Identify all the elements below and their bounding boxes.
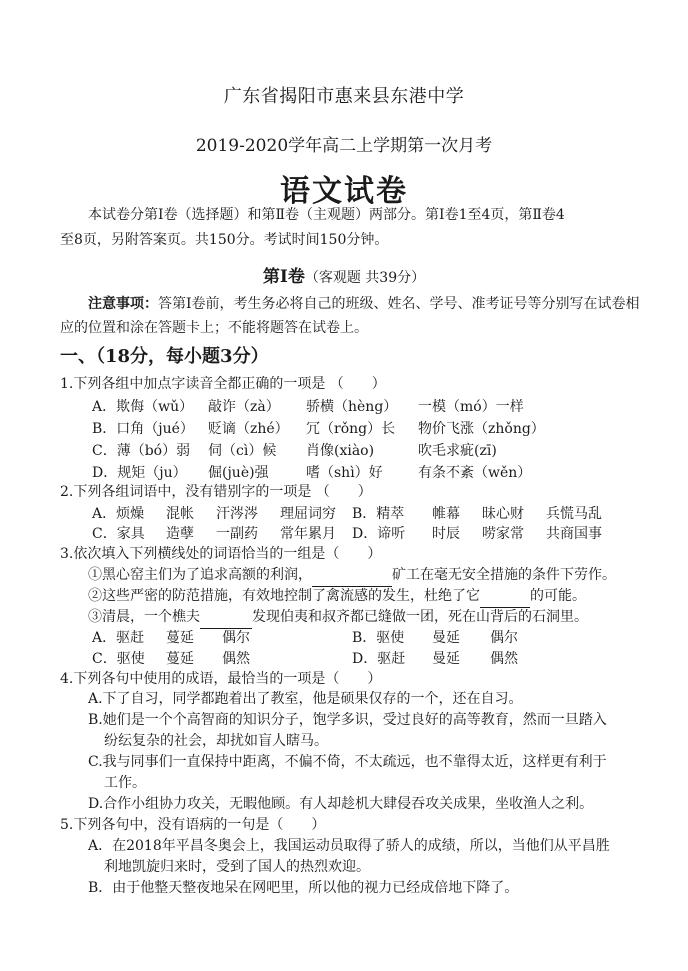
q2-option-d-2: 时辰 xyxy=(432,526,460,542)
q4-option-c-line-2: 工作。 xyxy=(104,775,146,791)
volume-heading xyxy=(0,262,688,287)
q3-option-b-3: 偶尔 xyxy=(490,630,518,646)
q3-option-d-3: 偶然 xyxy=(490,651,518,667)
q1-option-b-2: 贬谪（zhé） xyxy=(208,421,289,437)
exam-term: 2019-2020学年高二上学期第一次月考 xyxy=(195,136,493,156)
q4-option-b-line-2: 纷纭复杂的社会，却扰如盲人瞎马。 xyxy=(104,733,328,749)
q3-sentence-3 xyxy=(88,606,588,629)
paper-title: 语文试卷 xyxy=(280,174,408,209)
q2-option-b-1: B．精萃 xyxy=(352,506,405,522)
q1-option-b-3: 冗（rǒng）长 xyxy=(306,421,396,437)
notice-text: 答第Ⅰ卷前，考生务必将自己的班级、姓名、学号、准考证号等分别写在试卷相应的位置和涂在答题卡上；不能将题答在试卷上。 xyxy=(60,296,640,336)
q3-option-a-2: 蔓延 xyxy=(166,630,194,646)
intro-paragraph xyxy=(60,203,640,253)
q2-option-c-1: C．家具 xyxy=(92,526,145,542)
q3-option-c-2: 蔓延 xyxy=(166,651,194,667)
q3-stem: 3.依次填入下列横线处的词语恰当的一组是（ ） xyxy=(60,546,382,562)
q1-option-d-1: D．规矩（ju） xyxy=(92,465,187,481)
q5-stem: 5.下列各句中，没有语病的一句是（ ） xyxy=(60,817,326,833)
q3-blank-1 xyxy=(312,564,392,587)
q1-option-d-2: 倔(juè)强 xyxy=(208,465,269,481)
q2-option-d-1: D．谛听 xyxy=(352,526,406,542)
q3-sentence-1-part-b: 矿工在毫无安全措施的条件下劳作。 xyxy=(392,567,616,583)
q3-sentence-2-part-a: ②这些严密的防范措施，有效地控制了禽流感的发生，杜绝了它 xyxy=(88,588,480,604)
q1-option-b-4: 物价飞涨（zhǒng） xyxy=(418,421,545,437)
q1-option-c-2: 伺（cì）候 xyxy=(208,443,277,459)
q3-option-c-1: C．驱使 xyxy=(92,651,145,667)
q1-option-a-4: 一模（mó）一样 xyxy=(418,399,524,415)
q3-option-b-1: B．驱使 xyxy=(352,630,405,646)
q5-option-a-line-1: A．在2018年平昌冬奥会上，我国运动员取得了骄人的成绩，所以，当他们从平昌胜 xyxy=(88,838,610,854)
q3-option-a-3: 偶尔 xyxy=(222,630,250,646)
school-name: 广东省揭阳市惠来县东港中学 xyxy=(223,86,465,107)
notice-label: 注意事项： xyxy=(88,296,158,312)
q2-option-a-2: 混帐 xyxy=(166,506,194,522)
volume-subtitle: （客观题 共39分） xyxy=(304,270,426,286)
q1-option-c-1: C．薄（bó）弱 xyxy=(92,443,191,459)
q2-stem: 2.下列各组词语中，没有错别字的一项是 （ ） xyxy=(60,484,372,500)
q2-option-d-4: 共商国事 xyxy=(546,526,602,542)
q1-option-a-3: 骄横（hèng） xyxy=(306,399,398,415)
q3-blank-3 xyxy=(200,606,252,629)
q3-sentence-1-part-a: ①黑心窑主们为了追求高额的利润， xyxy=(88,567,312,583)
q2-option-a-1: A．烦燥 xyxy=(92,506,145,522)
q1-option-b-1: B．口角（jué） xyxy=(92,421,194,437)
q2-option-c-2: 造孽 xyxy=(166,526,194,542)
intro-line-2: 至8页，另附答案页。共150分。考试时间150分钟。 xyxy=(60,232,389,248)
q3-option-d-1: D．驱赶 xyxy=(352,651,406,667)
q4-option-a: A.下了自习，同学都跑着出了教室，他是硕果仅存的一个，还在自习。 xyxy=(88,691,523,707)
q2-option-c-3: 一副药 xyxy=(216,526,258,542)
q2-option-b-2: 帷幕 xyxy=(432,506,460,522)
q3-option-c-3: 偶然 xyxy=(222,651,250,667)
q1-option-a-1: A．欺侮（wǔ） xyxy=(92,399,194,415)
q1-option-d-4: 有条不紊（wěn） xyxy=(418,465,532,481)
q1-option-c-4: 吹毛求疵(zī) xyxy=(418,443,497,459)
q2-option-b-4: 兵慌马乱 xyxy=(546,506,602,522)
q4-option-d: D.合作小组协力攻关，无暇他顾。有人却趁机大肆侵吞攻关成果，坐收渔人之利。 xyxy=(88,796,594,812)
q5-option-b: B．由于他整天整夜地呆在网吧里，所以他的视力已经成倍地下降了。 xyxy=(88,880,519,896)
intro-line-1: 本试卷分第Ⅰ卷（选择题）和第Ⅱ卷（主观题）两部分。第Ⅰ卷1至4页，第Ⅱ卷4 xyxy=(88,207,565,223)
q3-sentence-3-part-b: 发现伯夷和叔齐都已缝做一团，死在山背后的石洞里。 xyxy=(252,609,588,625)
q1-option-a-2: 敲诈（zà） xyxy=(208,399,280,415)
section-title: 一、（18分，每小题3分） xyxy=(60,346,269,367)
q3-sentence-3-part-a: ③清晨，一个樵夫 xyxy=(88,609,200,625)
q3-sentence-2-part-b: 的可能。 xyxy=(530,588,586,604)
q2-option-a-4: 理屈词穷 xyxy=(280,506,336,522)
q2-option-c-4: 常年累月 xyxy=(280,526,336,542)
q3-option-a-1: A．驱赶 xyxy=(92,630,145,646)
q1-stem: 1.下列各组中加点字读音全都正确的一项是 （ ） xyxy=(60,376,386,392)
notice xyxy=(60,292,640,340)
q2-option-a-3: 汗涔涔 xyxy=(216,506,258,522)
q3-sentence-2 xyxy=(88,585,586,608)
volume-title: 第Ⅰ卷 xyxy=(262,267,305,287)
q5-option-a-line-2: 利地凯旋归来时，受到了国人的热烈欢迎。 xyxy=(104,859,370,875)
q3-blank-2 xyxy=(480,585,530,608)
q1-option-c-3: 肖像(xiào) xyxy=(306,443,375,459)
q4-stem: 4.下列各句中使用的成语，最恰当的一项是（ ） xyxy=(60,671,382,687)
q3-option-d-2: 曼延 xyxy=(432,651,460,667)
q1-option-d-3: 嗜（shì）好 xyxy=(306,465,383,481)
q3-option-b-2: 曼延 xyxy=(432,630,460,646)
q2-option-b-3: 昧心财 xyxy=(482,506,524,522)
q4-option-c-line-1: C.我与同事们一直保持中距离，不偏不倚，不太疏远，也不靠得太近，这样更有利于 xyxy=(88,754,607,770)
q3-sentence-1 xyxy=(88,564,616,587)
q2-option-d-3: 唠家常 xyxy=(482,526,524,542)
q4-option-b-line-1: B.她们是一个个高智商的知识分子，饱学多识，受过良好的高等教育，然而一旦踏入 xyxy=(88,712,607,728)
